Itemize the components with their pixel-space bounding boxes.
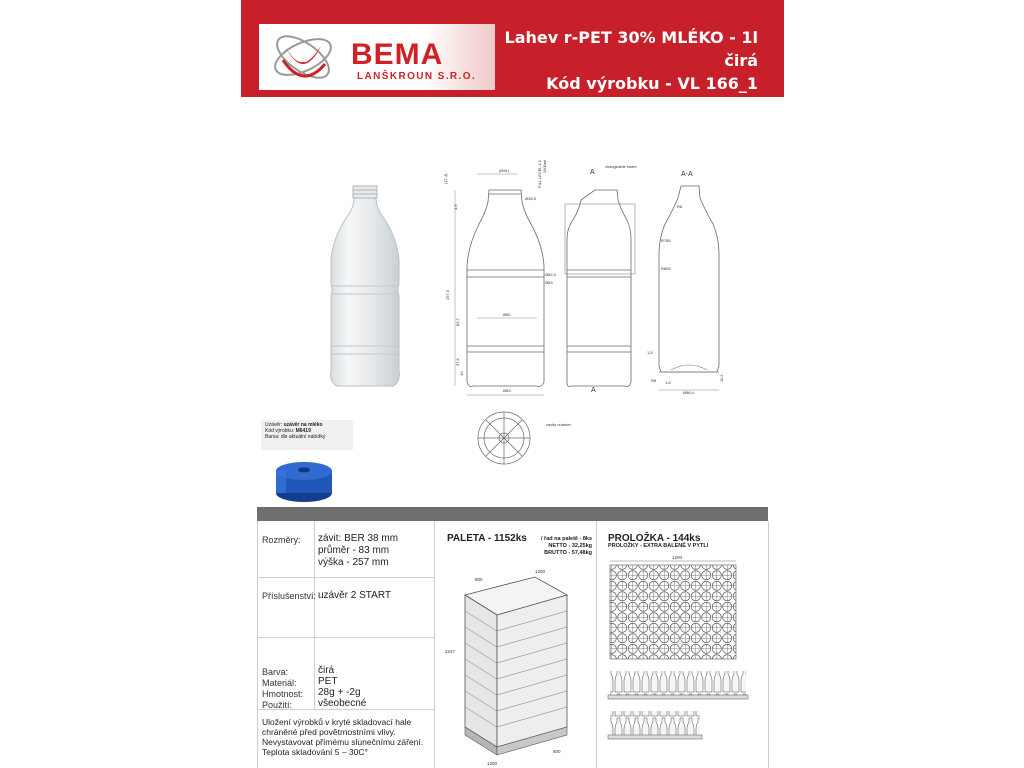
weight-value: 28g + -2g bbox=[318, 687, 361, 698]
dim-1-8: 1,8 bbox=[665, 380, 671, 385]
color-label: Barva: bbox=[262, 667, 289, 677]
label-section-a-bottom: A bbox=[591, 387, 596, 394]
dims-label: Rozměry: bbox=[262, 535, 301, 545]
use-label: Použití: bbox=[262, 700, 293, 710]
use-value: všeobecné bbox=[318, 698, 367, 709]
title-line-3: Kód výrobku - VL 166_1 bbox=[546, 74, 758, 93]
label-cavity-number: cavity number bbox=[546, 422, 571, 427]
header-banner bbox=[241, 0, 784, 97]
material-value: PET bbox=[318, 676, 338, 687]
storage-line-2: chráněné před povětrnostními vlivy. bbox=[262, 727, 396, 737]
cap-image bbox=[269, 455, 339, 505]
weight-label: Hmotnost: bbox=[262, 689, 304, 699]
info-row-accessories bbox=[258, 577, 434, 638]
cap-line2-value: M6419 bbox=[295, 428, 311, 434]
acc-label: Příslušenství: bbox=[262, 591, 317, 601]
logo-brand-sub: LANŠKROUN S.R.O. bbox=[357, 71, 477, 82]
storage-note bbox=[262, 717, 423, 757]
dim-83a: Ø83 bbox=[545, 280, 553, 285]
storage-line-3: Nevystavovat přímému slunečnímu záření. bbox=[262, 737, 424, 747]
dim-82-3: Ø82,3 bbox=[545, 272, 556, 277]
logo bbox=[259, 24, 495, 90]
dim-neck: Ø35,5 bbox=[525, 196, 536, 201]
section-divider-bar bbox=[257, 507, 768, 521]
pallet-sub-brutto: BRUTTO - 57,48kg bbox=[544, 550, 592, 556]
layer-title: PROLOŽKA - 144ks bbox=[608, 533, 701, 544]
label-changeable-insert: changeable insert bbox=[605, 164, 637, 169]
dim-4-6: 4,6 bbox=[453, 204, 458, 210]
acc-value: uzávěr 2 START bbox=[318, 590, 391, 601]
info-row-dimensions bbox=[258, 521, 434, 578]
dims-diameter: průměr - 83 mm bbox=[318, 545, 390, 556]
dims-thread: závit: BER 38 mm bbox=[318, 533, 399, 544]
layer-dim-top: 1200 bbox=[672, 555, 683, 560]
info-row-properties bbox=[258, 637, 434, 710]
product-info bbox=[257, 521, 434, 768]
bottle-section-drawing bbox=[659, 186, 719, 390]
dim-r805: R805 bbox=[661, 266, 671, 271]
dim-80: Ø80 bbox=[503, 312, 511, 317]
pallet-dim-800-bottom: 800 bbox=[553, 749, 561, 754]
cap-line3: Barva: dle aktuální nabídky bbox=[265, 434, 326, 440]
bottle-base-drawing bbox=[478, 412, 530, 464]
dim-height: 257,5 bbox=[445, 289, 450, 300]
dim-r8-bottom: R8 bbox=[651, 378, 657, 383]
cap-line2-label: Kód výrobku: bbox=[265, 428, 296, 434]
dim-r785: R785 bbox=[661, 238, 671, 243]
dim-66-4: Ø66,4 bbox=[683, 390, 694, 395]
pallet-sub-netto: NETTO - 32,25kg bbox=[548, 543, 592, 549]
dim-1-5: 1,5 bbox=[647, 350, 653, 355]
pallet-dim-1200-top: 1200 bbox=[535, 569, 546, 574]
dim-thread: (Ø41) bbox=[499, 168, 510, 173]
dim-11-2: 11,2 bbox=[719, 374, 724, 382]
dims-height: výška - 257 mm bbox=[318, 557, 389, 568]
cap-line1-value: uzávěr na mléko bbox=[283, 422, 323, 428]
pallet-title: PALETA - 1152ks bbox=[447, 533, 527, 544]
page-title bbox=[505, 26, 759, 95]
layer-section bbox=[596, 521, 769, 768]
material-label: Materiál: bbox=[262, 678, 297, 688]
product-sheet bbox=[241, 0, 784, 768]
cap-label bbox=[261, 420, 353, 450]
label-section-a-top: A bbox=[590, 169, 595, 176]
storage-line-4: Teplota skladování 5 – 30C° bbox=[262, 747, 368, 757]
pallet-dim-height: 2247 bbox=[445, 649, 456, 654]
color-value: čirá bbox=[318, 665, 335, 676]
cap-line1-label: Uzávěr: bbox=[265, 422, 284, 428]
pallet-drawing bbox=[435, 557, 595, 767]
dim-r8-top: R8 bbox=[677, 204, 683, 209]
bottle-dimension-drawing bbox=[455, 174, 544, 395]
dim-83-7: 83,7 bbox=[455, 318, 460, 326]
storage-line-1: Uložení výrobků v kryté skladovací hale bbox=[262, 717, 412, 727]
dim-fill-level: FILL LEVEL 4 1 bbox=[537, 160, 542, 188]
dim-top: (17,4) bbox=[443, 173, 448, 184]
bottle-photo bbox=[331, 186, 400, 386]
logo-brand: BEMA bbox=[351, 38, 444, 71]
layer-drawing bbox=[596, 549, 768, 768]
pallet-dim-1200-bottom: 1200 bbox=[487, 761, 498, 766]
dim-fill-ml: 1000ml bbox=[542, 160, 547, 174]
layer-sub: PROLOŽKY - EXTRA BALENÉ V PYTLI bbox=[608, 543, 709, 549]
dim-83b: Ø83 bbox=[503, 388, 511, 393]
pallet-section bbox=[434, 521, 597, 768]
dim-10: 10 bbox=[459, 371, 464, 376]
label-section-aa: A-A bbox=[681, 171, 693, 178]
title-line-2: čirá bbox=[724, 51, 758, 70]
bema-swirl-icon bbox=[263, 24, 343, 90]
bottle-side-drawing bbox=[565, 190, 635, 387]
title-line-1: Lahev r-PET 30% MLÉKO - 1l bbox=[504, 28, 758, 47]
pallet-sub-rows: / řad na paletě - 8ks bbox=[541, 536, 593, 542]
pallet-dim-800-top: 800 bbox=[475, 577, 483, 582]
dim-37-6: 37,6 bbox=[455, 358, 460, 366]
